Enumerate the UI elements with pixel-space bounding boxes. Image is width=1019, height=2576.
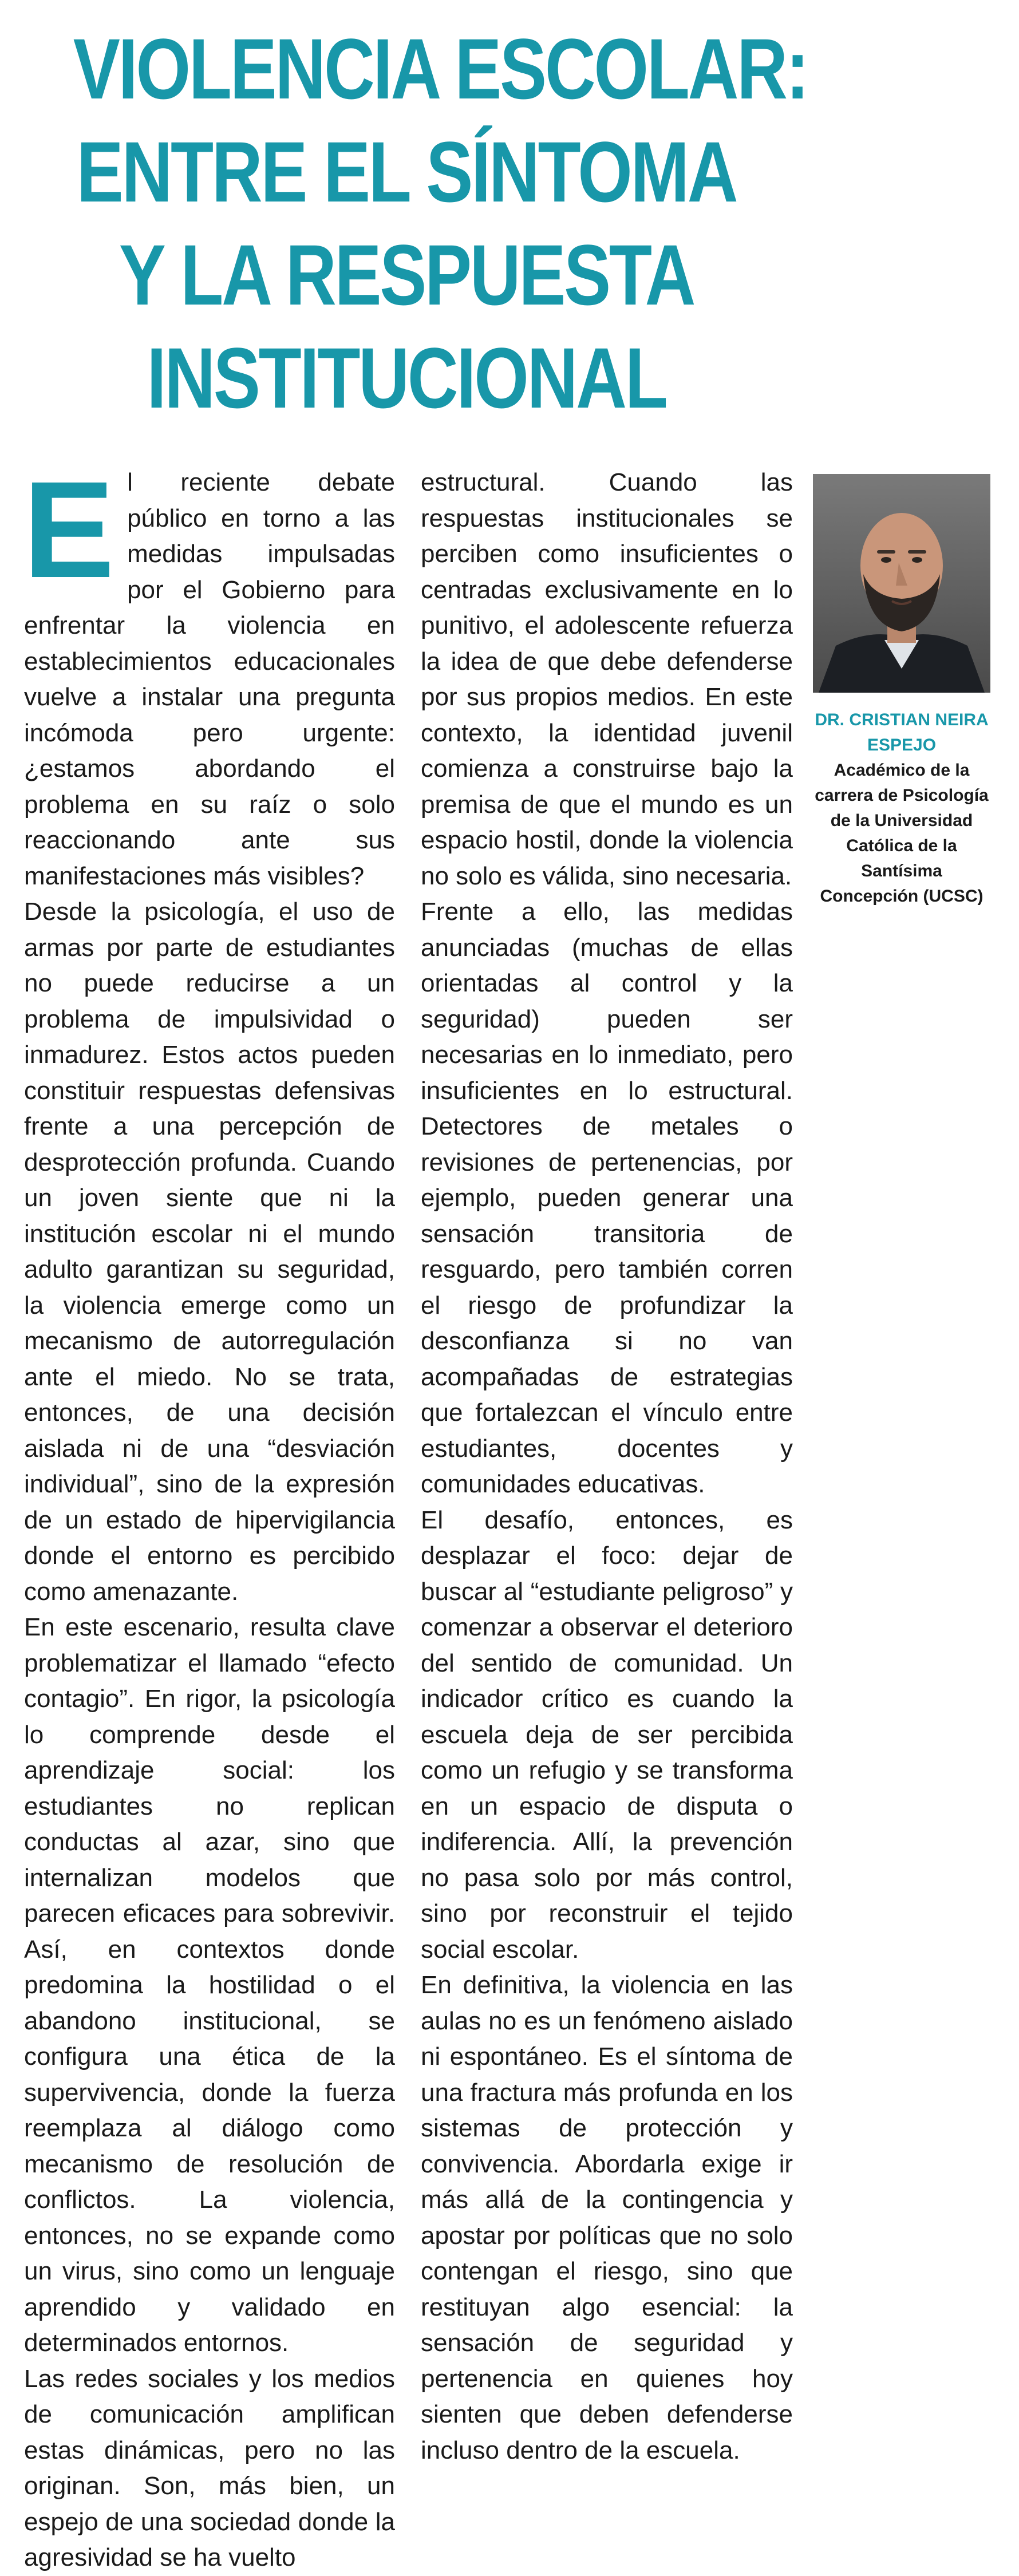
author-portrait-illustration	[813, 474, 990, 693]
headline-line-1: VIOLENCIA ESCOLAR:	[73, 21, 808, 117]
paragraph-text: l reciente debate público en torno a las medidas impulsadas por el Gobierno para enfrentar la violencia en establecimientos educacionales vuelve a instalar una pregunta incómoda pero urgente: ¿estamos abordando el problema en su raíz o solo reaccionando ante sus manifestaciones más visibles?	[24, 468, 395, 890]
article-column-left	[23, 453, 395, 2576]
paragraph: El desafío, entonces, es desplazar el foco: dejar de buscar al “estudiante peligroso” y comenzar a observar el deterioro del sentido de comunidad. Un indicador crítico es cuando la escuela deja de ser percibida como un refugio y se transforma en un espacio de disputa o indiferencia. Allí, la prevención no pasa solo por más control, sino por reconstruir el tejido social escolar.	[421, 1506, 793, 1963]
article-headline	[73, 17, 808, 429]
headline-line-4: INSTITUCIONAL	[147, 330, 666, 426]
paragraph: En este escenario, resulta clave problematizar el llamado “efecto contagio”. En rigor, la psicología lo comprende desde el aprendizaje social: los estudiantes no replican conductas al azar, sino que internalizan modelos que parecen eficaces para sobrevivir. Así, en contextos donde predomina la hostilidad o el abandono institucional, se configura una ética de la supervivencia, donde la fuerza reemplaza al diálogo como mecanismo de resolución de conflictos. La violencia, entonces, no se expande como un virus, sino como un lenguaje aprendido y validado en determinados entornos.	[24, 1613, 395, 2357]
paragraph: Desde la psicología, el uso de armas por parte de estudiantes no puede reducirse a un problema de impulsividad o inmadurez. Estos actos pueden constituir respuestas defensivas frente a una percepción de desprotección profunda. Cuando un joven siente que ni la institución escolar ni el mundo adulto garantizan su seguridad, la violencia emerge como un mecanismo de autorregulación ante el miedo. No se trata, entonces, de una decisión aislada ni de una “desviación individual”, sino de la expresión de un estado de hipervigilancia donde el entorno es percibido como amenazante.	[24, 898, 395, 1606]
paragraph	[23, 453, 395, 894]
author-name: DR. CRISTIAN NEIRA ESPEJO	[815, 710, 989, 754]
author-caption	[813, 708, 990, 909]
author-role: Académico de la carrera de Psicología de la Universidad Católica de la Santísima Concepción (UCSC)	[815, 761, 989, 906]
headline-line-3: Y LA RESPUESTA	[119, 227, 694, 323]
paragraph: Frente a ello, las medidas anunciadas (muchas de ellas orientadas al control y la seguridad) pueden ser necesarias en lo inmediato, pero insuficientes en lo estructural. Detectores de metales o revisiones de pertenencias, por ejemplo, pueden generar una sensación transitoria de resguardo, pero también corren el riesgo de profundizar la desconfianza si no van acompañadas de estrategias que fortalezcan el vínculo entre estudiantes, docentes y comunidades educativas.	[421, 898, 793, 1498]
paragraph: En definitiva, la violencia en las aulas no es un fenómeno aislado ni espontáneo. Es el síntoma de una fractura más profunda en los sistemas de protección y convivencia. Abordarla exige ir más allá de la contingencia y apostar por políticas que no solo contengan el riesgo, sino que restituyan algo esencial: la sensación de seguridad y pertenencia en quienes hoy sienten que deben defenderse incluso dentro de la escuela.	[421, 1971, 793, 2464]
drop-cap: E	[23, 453, 115, 606]
author-photo	[813, 474, 990, 693]
paragraph: Las redes sociales y los medios de comunicación amplifican estas dinámicas, pero no las originan. Son, más bien, un espejo de una sociedad donde la agresividad se ha vuelto	[24, 2364, 395, 2571]
headline-line-2: ENTRE EL SÍNTOMA	[76, 124, 737, 220]
article-column-right	[421, 465, 793, 2468]
paragraph: estructural. Cuando las respuestas institucionales se perciben como insuficientes o centradas exclusivamente en lo punitivo, el adolescente refuerza la idea de que debe defenderse por sus propios medios. En este contexto, la identidad juvenil comienza a construirse bajo la premisa de que el mundo es un espacio hostil, donde la violencia no solo es válida, sino necesaria.	[421, 468, 793, 890]
author-sidebar	[813, 474, 996, 909]
